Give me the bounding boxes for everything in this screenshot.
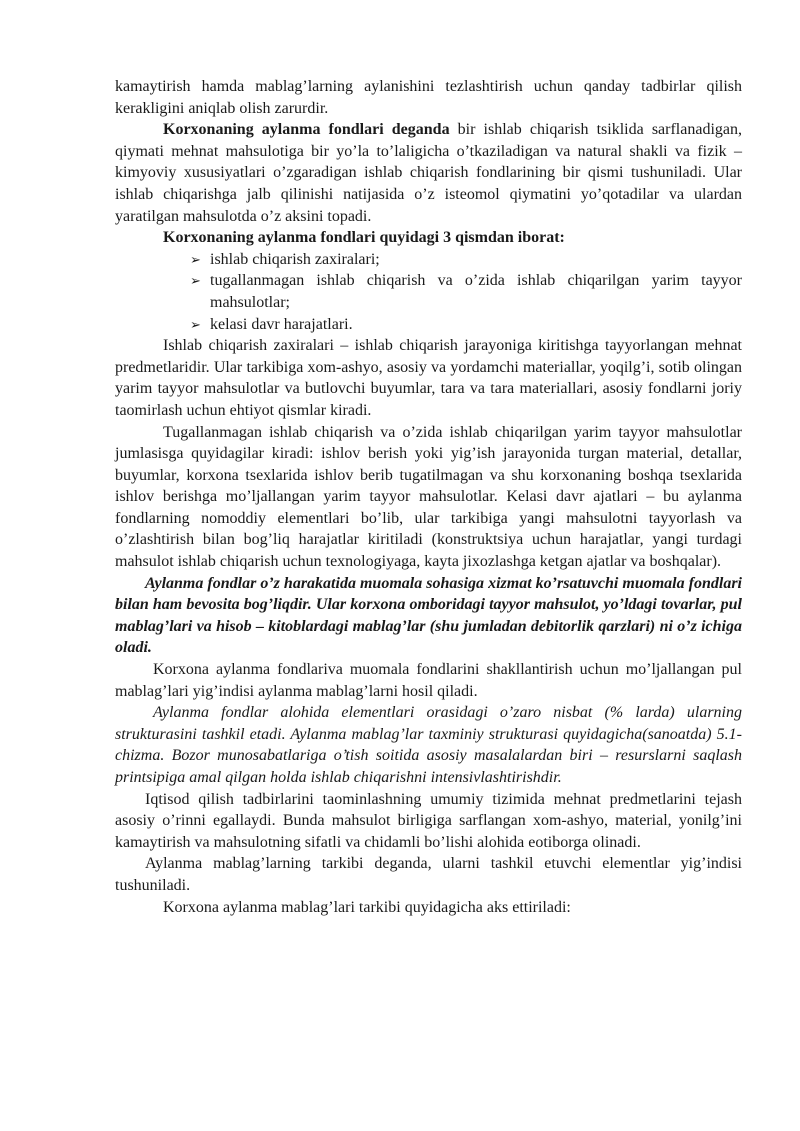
list-item-text: ishlab chiqarish zaxiralari;: [210, 250, 380, 268]
paragraph-economy: Iqtisod qilish tadbirlarini taominlashning umumiy tizimida mehnat predmetlarini tejash asosiy o’rinni egallaydi. Bunda mahsulot birligiga sarflangan xom-ashyo, material, yonilg’ini kamaytirish va mahsulotning sifatli va chidamli bo’lishi alohida eotiborga olinadi.: [115, 790, 742, 851]
list-item: [115, 249, 742, 271]
list-item-text: kelasi davr harajatlari.: [210, 315, 353, 333]
paragraph-structure: Aylanma fondlar alohida elementlari orasidagi o’zaro nisbat (% larda) ularning strukturasini tashkil etadi. Aylanma mablag’lar taxminiy strukturasi quyidagicha(sanoatda) 5.1- chizma. Bozor munosabatlariga o’tish soitida asosiy masalalardan biri – resurslarni saqlash printsipiga amal qilgan holda ishlab chiqarishni intensivlashtirishdir.: [115, 704, 742, 786]
list-item-text: tugallanmagan ishlab chiqarish va o’zida ishlab chiqarilgan yarim tayyor mahsulotlar;: [210, 272, 742, 311]
list-item: [115, 314, 742, 336]
paragraph-working-capital: Korxona aylanma fondlariva muomala fondlarini shakllantirish uchun mo’ljallangan pul mablag’lari yig’indisi aylanma mablag’larni hosil qiladi.: [115, 661, 742, 700]
paragraph-circulation-funds: Aylanma fondlar o’z harakatida muomala sohasiga xizmat ko’rsatuvchi muomala fondlari bilan ham bevosita bog’liqdir. Ular korxona omboridagi tayyor mahsulot, yo’ldagi tovarlar, pul mablag’lari va hisob – kitoblardagi mablag’lar (shu jumladan debitorlik qarzlari) ni o’z ichiga oladi.: [115, 574, 742, 657]
arrowhead-bullet-icon: ➢: [190, 316, 201, 332]
paragraph-composition: Aylanma mablag’larning tarkibi deganda, ularni tashkil etuvchi elementlar yig’indisi tushuniladi.: [115, 855, 742, 894]
arrowhead-bullet-icon: ➢: [190, 273, 201, 289]
paragraph-definition: [115, 119, 742, 227]
bullet-list: [115, 249, 742, 335]
paragraph-unfinished-production: Tugallanmagan ishlab chiqarish va o’zida ishlab chiqarilgan yarim tayyor mahsulotlar jumlasisga quyidagilar kiradi: ishlov berish yoki yig’ish jarayonida turgan material, detallar, buyumlar, korxona tsexlarida ishlov berib tugatilmagan va shu korxonaning boshqa tsexlarida ishlov berishga mo’ljallangan yarim tayyor mahsulotlar. Kelasi davr ajatlari – bu aylanma fondlarning nomoddiy elementlari bo’lib, ular tarkibiga yangi mahsulotni tayyorlash va o’zlashtirish bilan bog’liq harajatlar kiritiladi (konstruktsiya uchun harajatlar, yangi turdagi mahsulot ishlab chiqarish uchun texnologiyaga, kayta jixozlashga ketgan ajatlar va boshqalar).: [115, 423, 742, 571]
list-item: [115, 270, 742, 313]
arrowhead-bullet-icon: ➢: [190, 251, 201, 267]
section-heading: Korxonaning aylanma fondlari quyidagi 3 qismdan iborat:: [163, 229, 565, 247]
paragraph-composition-intro: Korxona aylanma mablag’lari tarkibi quyidagicha aks ettiriladi:: [163, 898, 571, 916]
document-page: [115, 76, 742, 918]
paragraph-intro: kamaytirish hamda mablag’larning aylanishini tezlashtirish uchun qanday tadbirlar qilish kerakligini aniqlab olish zarurdir.: [115, 78, 742, 117]
paragraph-production-reserves: Ishlab chiqarish zaxiralari – ishlab chiqarish jarayoniga kiritishga tayyorlangan mehnat predmetlaridir. Ular tarkibiga xom-ashyo, asosiy va yordamchi materiallar, yoqilg’i, sotib olingan yarim tayyor mahsulotlar va butlovchi buyumlar, tara va tara materiallari, asosiy fondlarni joriy taomirlash uchun ehtiyot qismlar kiradi.: [115, 337, 742, 419]
definition-text: bir ishlab chiqarish tsiklida sarflanadigan, qiymati mehnat mahsulotiga bir yo’la to’laligicha o’tkaziladigan va natural shakli va fizik – kimyoviy xususiyatlari o’zgaradigan ishlab chiqarish fondlarining bir qismi tushuniladi. Ular ishlab chiqarishga jalb qilinishi natijasida o’z isteomol qiymatini yo’qotadilar va ulardan yaratilgan mahsulotda o’z aksini topadi.: [115, 121, 742, 225]
definition-term: Korxonaning aylanma fondlari deganda: [163, 121, 450, 139]
